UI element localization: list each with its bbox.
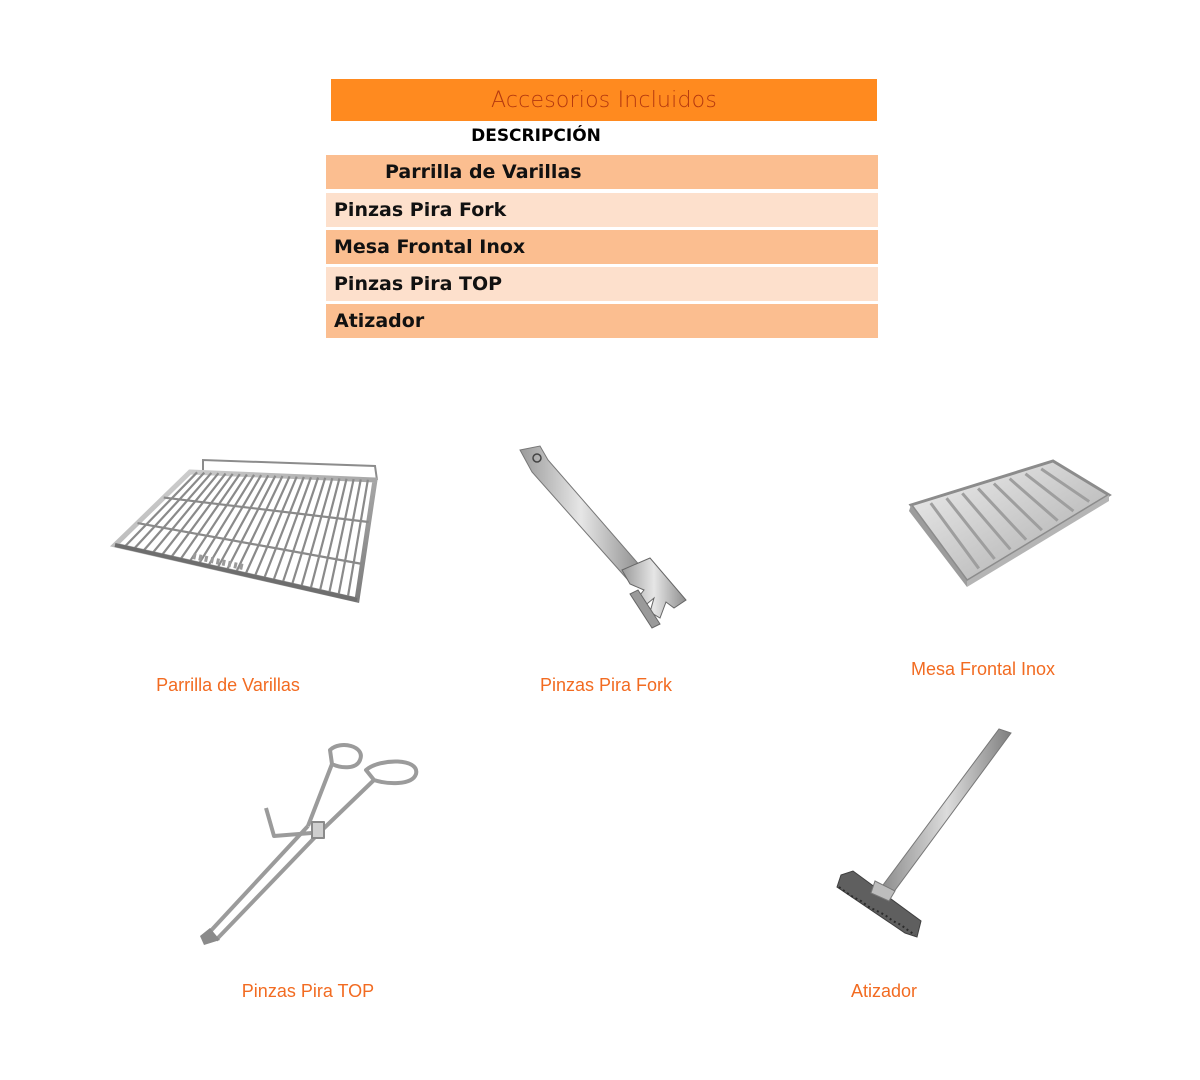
caption-atizador: Atizador [850, 981, 918, 1001]
caption-mesa-frontal: Mesa Frontal Inox [910, 659, 1056, 679]
table-row [326, 155, 878, 189]
caption-pinzas-top: Pinzas Pira TOP [241, 981, 375, 1001]
scissor-tongs-icon [190, 740, 430, 945]
table-row [326, 193, 878, 227]
row-label: Parrilla de Varillas [385, 161, 582, 183]
table-row [326, 304, 878, 338]
table-title-bar [331, 79, 877, 121]
column-header-descripcion: DESCRIPCIÓN [471, 126, 601, 146]
row-label: Mesa Frontal Inox [334, 236, 526, 258]
row-label: Pinzas Pira Fork [334, 199, 507, 221]
grill-grate-icon [105, 450, 395, 610]
table-row [326, 230, 878, 264]
caption-parrilla: Parrilla de Varillas [156, 675, 300, 695]
row-label: Atizador [334, 310, 425, 332]
fork-tongs-icon [510, 440, 710, 630]
front-table-icon [905, 455, 1115, 590]
row-label: Pinzas Pira TOP [334, 273, 503, 295]
caption-pinzas-fork: Pinzas Pira Fork [539, 675, 673, 695]
poker-icon [835, 725, 1020, 945]
table-row [326, 267, 878, 301]
table-title: Accesorios Incluidos [491, 87, 717, 113]
